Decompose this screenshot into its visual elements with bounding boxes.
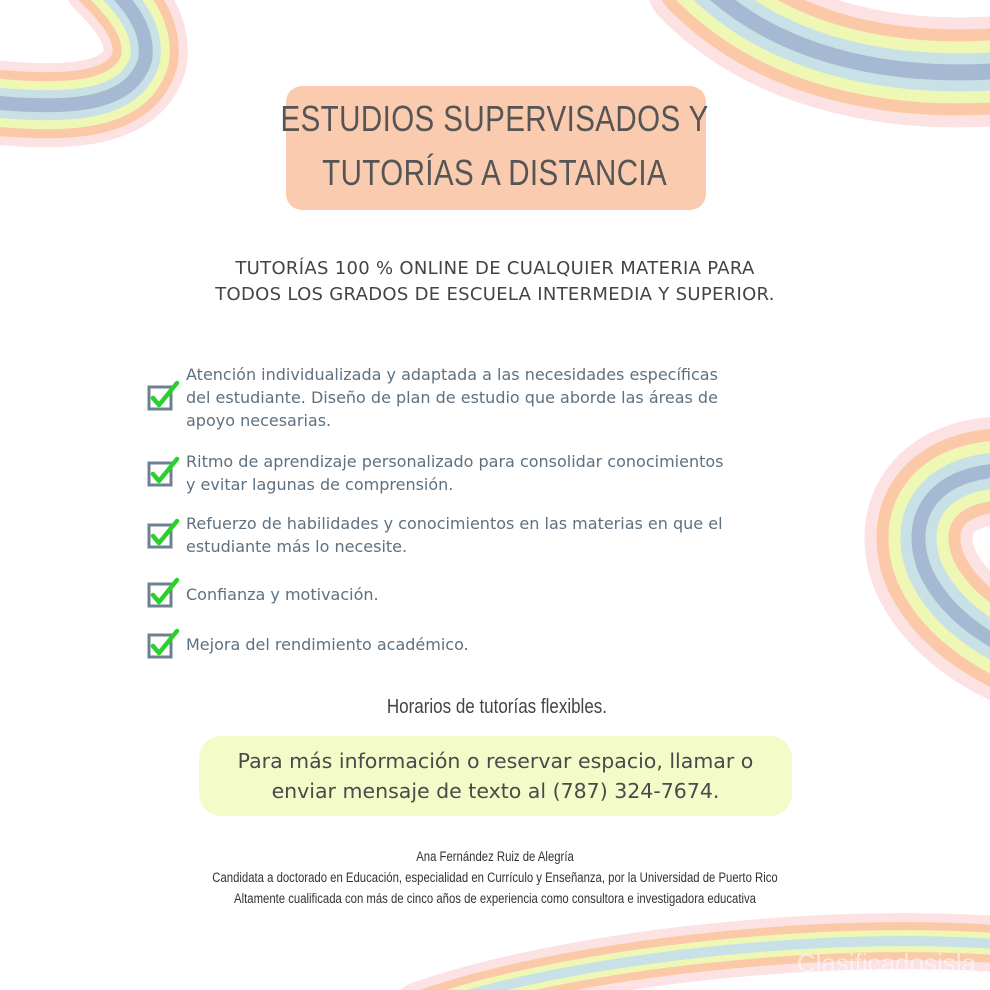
list-item-text-line: y evitar lagunas de comprensión. <box>186 475 454 494</box>
rainbow-ribbon-right <box>918 470 990 650</box>
list-item-text-line: Mejora del rendimiento académico. <box>186 635 469 654</box>
list-item-text-line: estudiante más lo necesite. <box>186 537 408 556</box>
subtitle-line-1: TUTORÍAS 100 % ONLINE DE CUALQUIER MATERIA PARA <box>235 258 755 279</box>
contact-box <box>199 736 792 816</box>
contact-text-line-1: Para más información o reservar espacio, llamar o <box>237 749 754 773</box>
checkbox-checked-icon <box>146 454 180 488</box>
credit-line-2: Candidata a doctorado en Educación, especialidad en Currículo y Enseñanza, por la Universidad de Puerto Rico <box>212 870 778 885</box>
subtitle-line-2: TODOS LOS GRADOS DE ESCUELA INTERMEDIA Y SUPERIOR. <box>215 284 775 305</box>
checkbox-checked-icon <box>146 575 180 609</box>
list-item-text-line: Confianza y motivación. <box>186 585 379 604</box>
credit-line-3: Altamente cualificada con más de cinco años de experiencia como consultora e investigadora educativa <box>234 891 756 906</box>
watermark: Clasificadosisla <box>796 948 976 978</box>
credit-name: Ana Fernández Ruiz de Alegría <box>416 849 574 864</box>
schedule-note: Horarios de tutorías flexibles. <box>386 696 608 718</box>
page-title-line-2: TUTORÍAS A DISTANCIA <box>322 152 668 193</box>
contact-text-line-2: enviar mensaje de texto al (787) 324-7674. <box>271 779 720 803</box>
rainbow-ribbon-top-right <box>700 0 990 72</box>
list-item-text-line: apoyo necesarias. <box>186 411 332 430</box>
rainbow-ribbon-top-left <box>0 0 146 105</box>
list-item-text-line: Ritmo de aprendizaje personalizado para consolidar conocimientos <box>186 452 724 471</box>
page-title-line-1: ESTUDIOS SUPERVISADOS Y <box>280 98 709 139</box>
checkbox-checked-icon <box>146 516 180 550</box>
checkbox-checked-icon <box>146 626 180 660</box>
list-item-text-line: Atención individualizada y adaptada a las necesidades específicas <box>186 365 718 384</box>
list-item-text-line: del estudiante. Diseño de plan de estudio que aborde las áreas de <box>186 388 718 407</box>
checkbox-checked-icon <box>146 378 180 412</box>
list-item-text-line: Refuerzo de habilidades y conocimientos en las materias en que el <box>186 514 723 533</box>
